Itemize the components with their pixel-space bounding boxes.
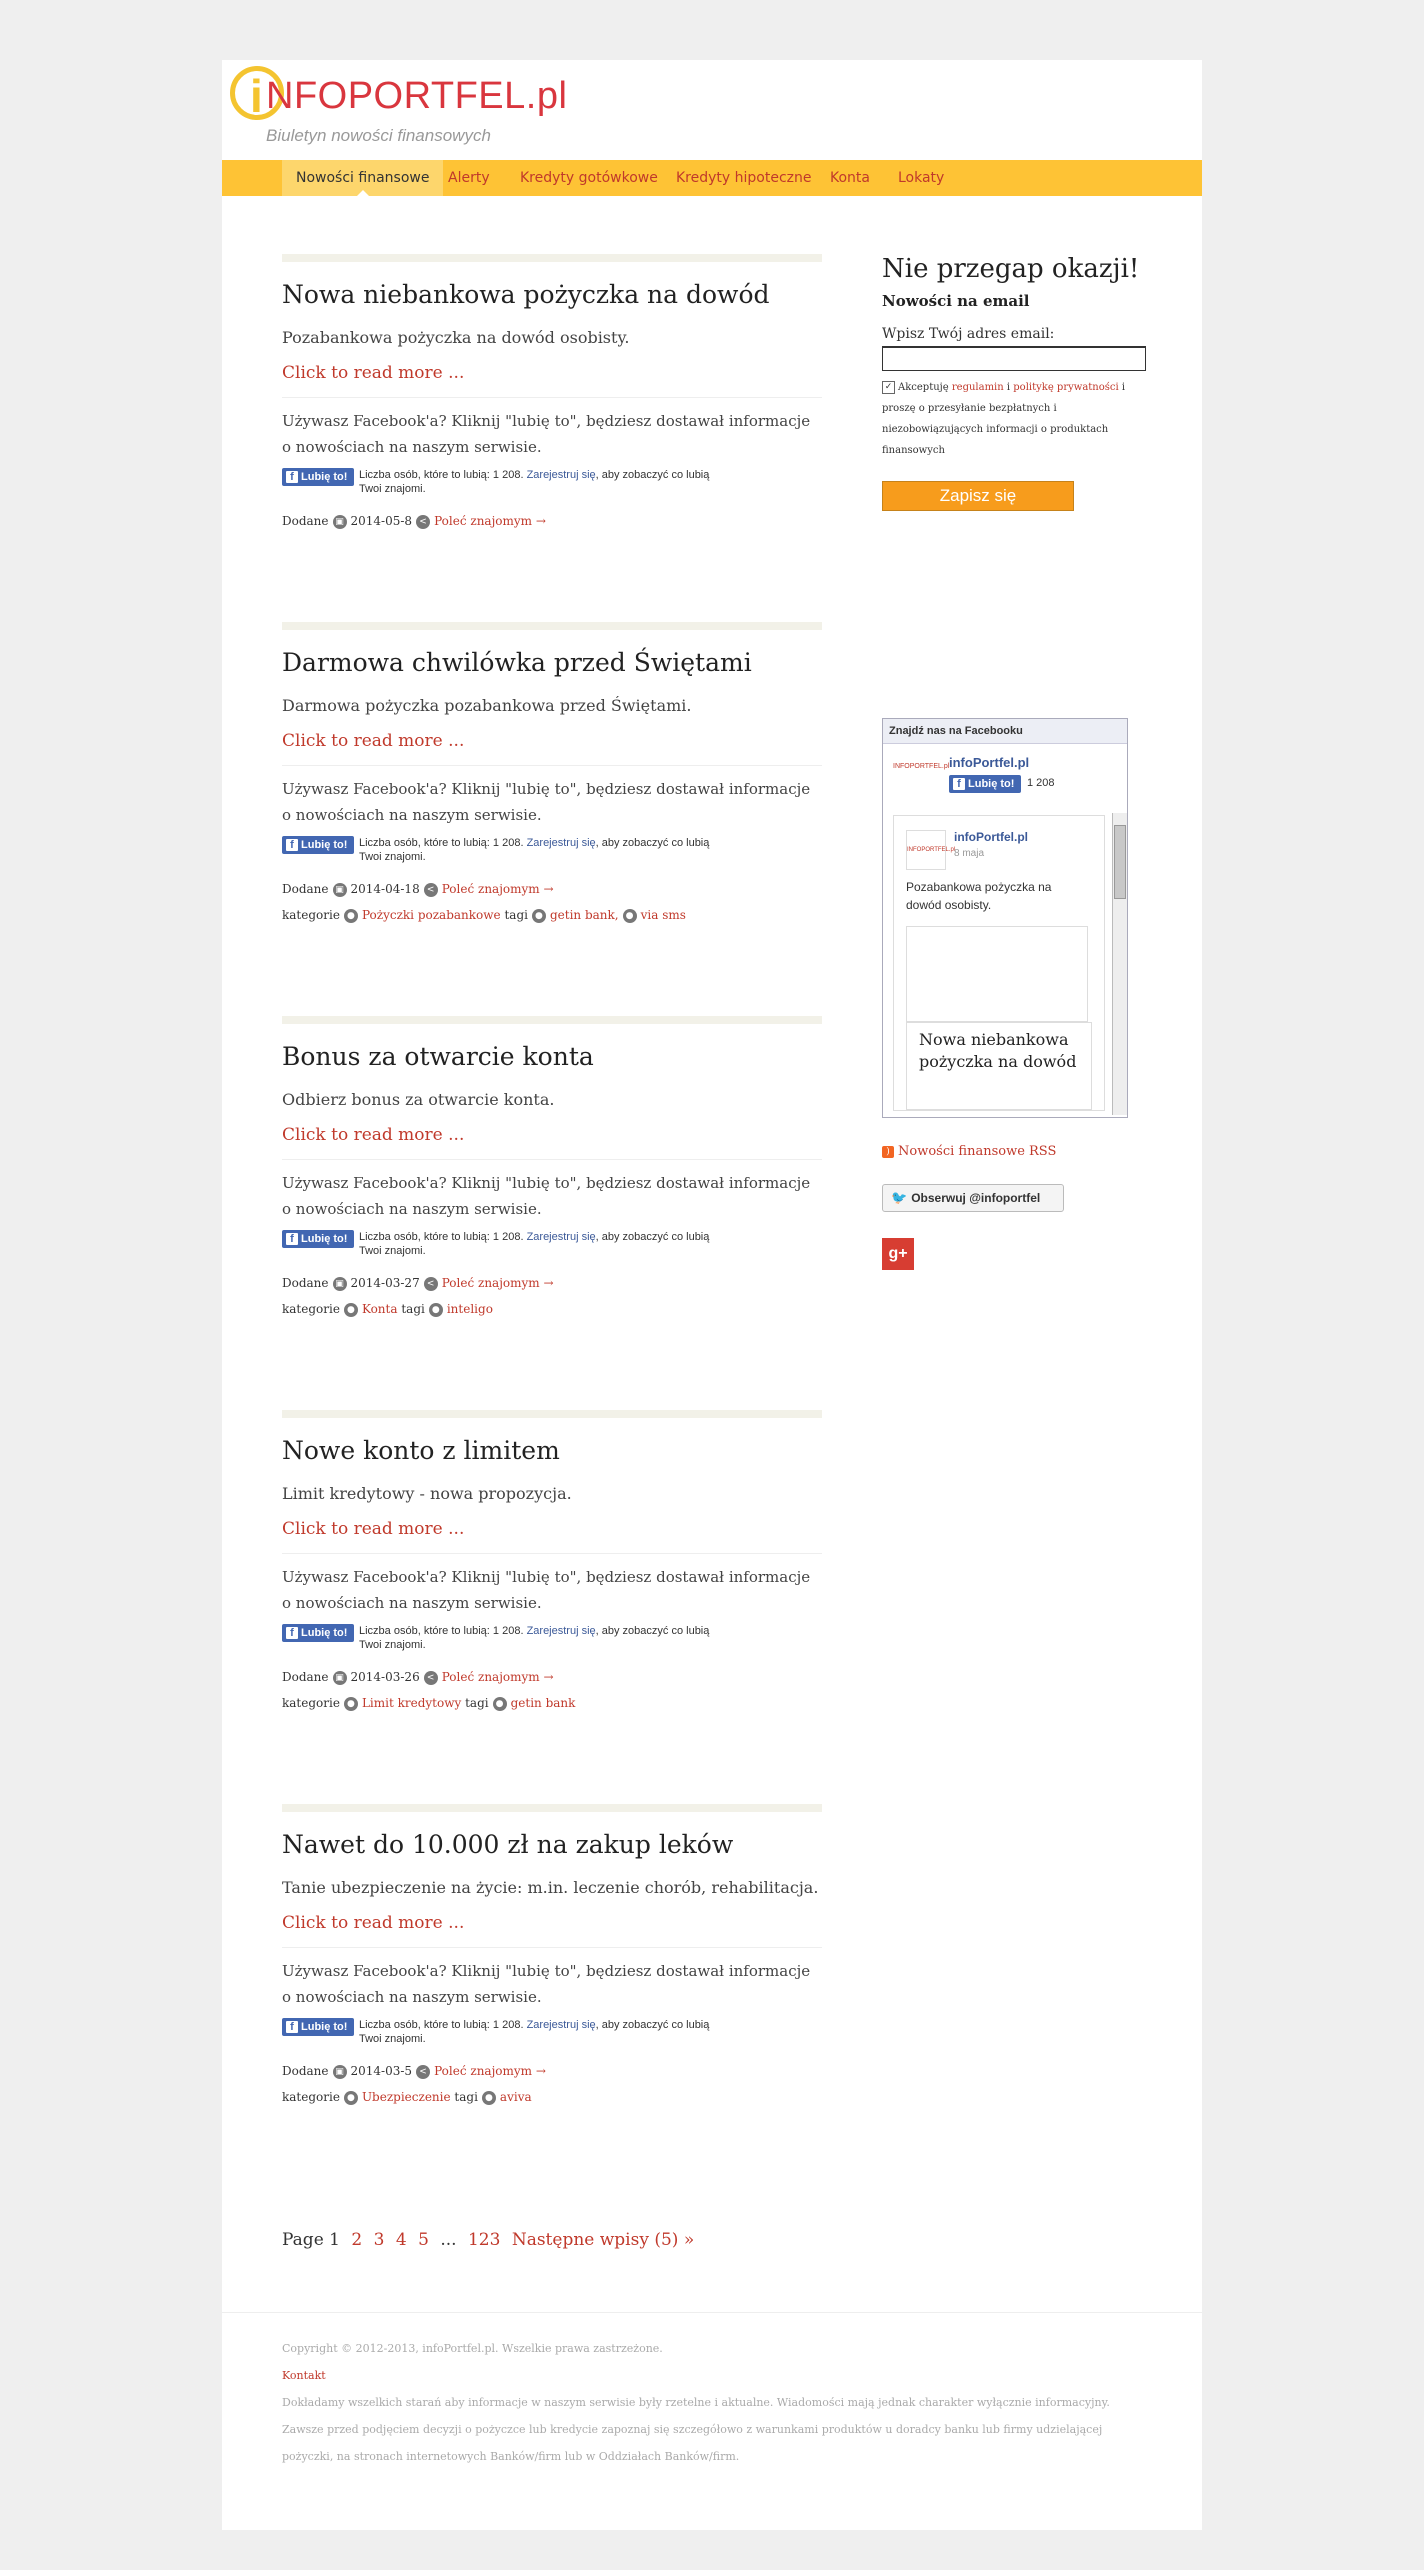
- post: [282, 1804, 822, 2106]
- fb-like-button[interactable]: [282, 836, 354, 854]
- fb-register-link[interactable]: Zarejestruj się: [526, 469, 596, 481]
- post-excerpt: Darmowa pożyczka pozabankowa przed Świętami.: [282, 696, 692, 715]
- nav-item-konta[interactable]: Konta: [830, 170, 870, 186]
- post-date: 2014-05-8: [350, 514, 413, 528]
- read-more-link[interactable]: Click to read more ...: [282, 363, 465, 383]
- separator: [282, 1553, 822, 1554]
- category-link[interactable]: Konta: [361, 1302, 398, 1316]
- fb-feed: [893, 815, 1105, 1111]
- nav-item-lokaty[interactable]: Lokaty: [898, 170, 945, 186]
- facebook-icon: f: [286, 839, 298, 851]
- fb-invite-text: Używasz Facebook'a? Kliknij "lubię to", będziesz dostawał informacje o nowościach na naszym serwisie.: [282, 412, 811, 456]
- rss-link[interactable]: [882, 1144, 1056, 1159]
- category-label: kategorie: [282, 908, 340, 922]
- recommend-link[interactable]: Poleć znajomym →: [441, 1670, 554, 1684]
- recommend-link[interactable]: Poleć znajomym →: [441, 882, 554, 896]
- post-meta: [282, 1668, 822, 1686]
- fb-page-like: [949, 775, 1055, 793]
- tags-label: tagi: [454, 2090, 478, 2104]
- post-meta: [282, 512, 822, 530]
- pagination-current: Page 1: [282, 2230, 340, 2250]
- read-more-link[interactable]: Click to read more ...: [282, 1125, 465, 1145]
- separator: [282, 1159, 822, 1160]
- logo-i: i: [250, 70, 263, 122]
- added-label: Dodane: [282, 1670, 329, 1684]
- post-meta: [282, 2062, 822, 2080]
- site-logo[interactable]: [230, 64, 568, 154]
- site-tagline: Biuletyn nowości finansowych: [266, 126, 491, 145]
- consent-prefix: Akceptuję: [898, 382, 949, 393]
- recommend-link[interactable]: Poleć znajomym →: [434, 514, 546, 528]
- category-label: kategorie: [282, 1696, 340, 1710]
- consent-text: i proszę o przesyłanie bezpłatnych i niezobowiązujących informacji o produktach finansowych: [882, 382, 1126, 456]
- fb-invite-text: Używasz Facebook'a? Kliknij "lubię to", będziesz dostawał informacje o nowościach na naszym serwisie.: [282, 780, 811, 824]
- consent: [882, 377, 1132, 461]
- fb-like-label: Lubię to!: [301, 2021, 348, 2033]
- fb-page-like-count: 1 208: [1027, 777, 1055, 789]
- read-more-link[interactable]: Click to read more ...: [282, 731, 465, 751]
- fb-like-label: Lubię to!: [301, 1627, 348, 1639]
- footer: [222, 2312, 1202, 2463]
- contact-link[interactable]: Kontakt: [282, 2369, 326, 2382]
- fb-count-tail: , aby zobaczyć co lubią Twoi znajomi.: [359, 1625, 710, 1651]
- tag-icon: ●: [344, 2091, 358, 2105]
- pagination: [282, 2230, 700, 2250]
- post-excerpt: Pozabankowa pożyczka na dowód osobisty.: [282, 328, 630, 347]
- terms-link[interactable]: regulamin: [951, 382, 1004, 393]
- calendar-icon: ▣: [333, 2065, 347, 2079]
- post-excerpt: Tanie ubezpieczenie na życie: m.in. leczenie chorób, rehabilitacja.: [282, 1878, 819, 1897]
- nav-item-kredyty-gotowkowe[interactable]: Kredyty gotówkowe: [520, 170, 658, 186]
- fb-page-box: [882, 718, 1128, 1118]
- category-link[interactable]: Limit kredytowy: [361, 1696, 462, 1710]
- pagination-ellipsis: ...: [440, 2230, 457, 2250]
- page-link[interactable]: 2: [351, 2230, 363, 2250]
- fb-register-link[interactable]: Zarejestruj się: [526, 1625, 596, 1637]
- email-label: Wpisz Twój adres email:: [882, 326, 1055, 342]
- read-more-link[interactable]: Click to read more ...: [282, 1519, 465, 1539]
- fb-feed-date[interactable]: 8 maja: [954, 848, 985, 859]
- fb-count-text: Liczba osób, które to lubią: 1 208.: [359, 469, 524, 481]
- post-meta: [282, 1274, 822, 1292]
- post-title[interactable]: Nawet do 10.000 zł na zakup leków: [282, 1830, 734, 1859]
- facebook-icon: f: [286, 2021, 298, 2033]
- nav-item-kredyty-hipoteczne[interactable]: Kredyty hipoteczne: [676, 170, 812, 186]
- fb-like-widget: [282, 468, 822, 498]
- tags-label: tagi: [504, 908, 528, 922]
- nav-item-alerty[interactable]: Alerty: [448, 170, 490, 186]
- google-plus-icon[interactable]: g+: [882, 1238, 914, 1270]
- fb-page-like-button[interactable]: [949, 775, 1021, 793]
- fb-like-widget: [282, 1624, 822, 1654]
- fb-like-label: Lubię to!: [301, 1233, 348, 1245]
- tag-icon: ●: [623, 909, 637, 923]
- post-date: 2014-03-26: [350, 1670, 420, 1684]
- fb-page-logo[interactable]: INFOPORTFEL.pl: [893, 763, 950, 770]
- share-icon: <: [424, 883, 438, 897]
- tag-link[interactable]: via sms: [640, 908, 686, 922]
- fb-like-label: Lubię to!: [301, 839, 348, 851]
- facebook-icon: f: [286, 1233, 298, 1245]
- post-excerpt: Odbierz bonus za otwarcie konta.: [282, 1090, 555, 1109]
- page: [222, 60, 1202, 2530]
- category-link[interactable]: Ubezpieczenie: [361, 2090, 451, 2104]
- fb-like-count: [359, 836, 719, 864]
- newsletter-subtitle: Nowości na email: [882, 292, 1030, 310]
- added-label: Dodane: [282, 2064, 329, 2078]
- share-icon: <: [424, 1671, 438, 1685]
- page-link-last[interactable]: 123: [467, 2230, 501, 2250]
- page-link[interactable]: 5: [418, 2230, 429, 2250]
- post: [282, 1410, 822, 1712]
- added-label: Dodane: [282, 1276, 329, 1290]
- fb-like-count: [359, 1624, 719, 1652]
- post-title[interactable]: Bonus za otwarcie konta: [282, 1042, 594, 1071]
- fb-page-name[interactable]: infoPortfel.pl: [949, 755, 1030, 770]
- email-field[interactable]: [882, 346, 1146, 371]
- post-taxonomy: [282, 906, 822, 924]
- separator: [282, 1947, 822, 1948]
- post-title[interactable]: Nowa niebankowa pożyczka na dowód: [282, 280, 770, 309]
- privacy-link[interactable]: politykę prywatności: [1013, 382, 1119, 393]
- separator: [282, 765, 822, 766]
- tag-icon: ●: [429, 1303, 443, 1317]
- tag-icon: ●: [344, 1697, 358, 1711]
- facebook-icon: f: [953, 778, 965, 790]
- fb-like-widget: [282, 2018, 822, 2048]
- fb-feed-avatar[interactable]: INFOPORTFEL.pl: [906, 830, 946, 870]
- fb-count-text: Liczba osób, które to lubią: 1 208.: [359, 2019, 524, 2031]
- fb-like-widget: [282, 836, 822, 866]
- footer-content: [282, 2335, 1142, 2470]
- fb-register-link[interactable]: Zarejestruj się: [526, 2019, 596, 2031]
- rss-icon: ): [882, 1146, 894, 1158]
- sidebar: [882, 254, 1162, 1262]
- fb-like-widget: [282, 1230, 822, 1260]
- read-more-link[interactable]: Click to read more ...: [282, 1913, 465, 1933]
- tag-icon: ●: [344, 1303, 358, 1317]
- post: [282, 254, 822, 530]
- added-label: Dodane: [282, 882, 329, 896]
- fb-feed-image[interactable]: [906, 926, 1088, 1022]
- category-link[interactable]: Pożyczki pozabankowe: [361, 908, 501, 922]
- post: [282, 1016, 822, 1318]
- post-divider-bar: [282, 1016, 822, 1024]
- fb-count-tail: , aby zobaczyć co lubią Twoi znajomi.: [359, 2019, 710, 2045]
- recommend-link[interactable]: Poleć znajomym →: [441, 1276, 554, 1290]
- post-date: 2014-04-18: [350, 882, 420, 896]
- share-icon: <: [416, 515, 430, 529]
- subscribe-button[interactable]: Zapisz się: [882, 481, 1074, 511]
- page-link[interactable]: 3: [373, 2230, 385, 2250]
- post-excerpt: Limit kredytowy - nowa propozycja.: [282, 1484, 572, 1503]
- fb-count-text: Liczba osób, które to lubią: 1 208.: [359, 1625, 524, 1637]
- post-date: 2014-03-5: [350, 2064, 413, 2078]
- fb-register-link[interactable]: Zarejestruj się: [526, 837, 596, 849]
- post-divider-bar: [282, 254, 822, 262]
- post-divider-bar: [282, 622, 822, 630]
- fb-like-button[interactable]: [282, 1624, 354, 1642]
- fb-count-tail: , aby zobaczyć co lubią Twoi znajomi.: [359, 469, 710, 495]
- fb-count-tail: , aby zobaczyć co lubią Twoi znajomi.: [359, 1231, 710, 1257]
- fb-like-count: [359, 2018, 719, 2046]
- twitter-follow-button[interactable]: [882, 1184, 1064, 1212]
- tag-link[interactable]: inteligo: [446, 1302, 493, 1316]
- copyright: Copyright © 2012-2013, infoPortfel.pl. Wszelkie prawa zastrzeżone.: [282, 2342, 663, 2355]
- main-nav: [222, 160, 1202, 196]
- fb-like-count: [359, 1230, 719, 1258]
- calendar-icon: ▣: [333, 883, 347, 897]
- tag-icon: ●: [344, 909, 358, 923]
- fb-feed-name[interactable]: infoPortfel.pl: [954, 830, 1028, 844]
- next-page-link[interactable]: Następne wpisy (5) »: [511, 2230, 695, 2250]
- fb-count-text: Liczba osób, które to lubią: 1 208.: [359, 837, 524, 849]
- fb-register-link[interactable]: Zarejestruj się: [526, 1231, 596, 1243]
- calendar-icon: ▣: [333, 1277, 347, 1291]
- calendar-icon: ▣: [333, 515, 347, 529]
- post: [282, 622, 822, 924]
- post-date: 2014-03-27: [350, 1276, 420, 1290]
- post-meta: [282, 880, 822, 898]
- post-taxonomy: [282, 1694, 822, 1712]
- share-icon: <: [416, 2065, 430, 2079]
- fb-box-heading: Znajdź nas na Facebooku: [883, 719, 1127, 744]
- added-label: Dodane: [282, 514, 329, 528]
- separator: [282, 397, 822, 398]
- tags-label: tagi: [401, 1302, 425, 1316]
- tags-label: tagi: [465, 1696, 489, 1710]
- tag-icon: ●: [493, 1697, 507, 1711]
- fb-invite-text: Używasz Facebook'a? Kliknij "lubię to", będziesz dostawał informacje o nowościach na naszym serwisie.: [282, 1174, 811, 1218]
- fb-count-tail: , aby zobaczyć co lubią Twoi znajomi.: [359, 837, 710, 863]
- tag-link[interactable]: getin bank: [510, 1696, 576, 1710]
- disclaimer: Dokładamy wszelkich starań aby informacje w naszym serwisie były rzetelne i aktualne. Wiadomości mają jednak charakter wyłącznie informacyjny. Zawsze przed podjęciem decyzji o pożyczce lub kredycie zapoznaj się szczegółowo z warunkami produktów u doradcy banku lub firmy udzielającej pożyczki, na stronach internetowych Banków/firm lub w Oddziałach Banków/firm.: [282, 2396, 1110, 2463]
- fb-feed-text: Pozabankowa pożyczka na dowód osobisty.: [906, 880, 1052, 912]
- tag-icon: ●: [482, 2091, 496, 2105]
- page-link[interactable]: 4: [395, 2230, 407, 2250]
- fb-like-button[interactable]: [282, 2018, 354, 2036]
- category-label: kategorie: [282, 2090, 340, 2104]
- calendar-icon: ▣: [333, 1671, 347, 1685]
- tag-link[interactable]: aviva: [499, 2090, 532, 2104]
- tag-icon: ●: [532, 909, 546, 923]
- rss-label: Nowości finansowe RSS: [898, 1144, 1057, 1159]
- scroll-thumb[interactable]: [1114, 825, 1126, 899]
- post-taxonomy: [282, 1300, 822, 1318]
- fb-like-count: [359, 468, 719, 496]
- category-label: kategorie: [282, 1302, 340, 1316]
- fb-like-label: Lubię to!: [301, 471, 348, 483]
- fb-count-text: Liczba osób, które to lubią: 1 208.: [359, 1231, 524, 1243]
- facebook-icon: f: [286, 1627, 298, 1639]
- post-divider-bar: [282, 1804, 822, 1812]
- fb-invite-text: Używasz Facebook'a? Kliknij "lubię to", będziesz dostawał informacje o nowościach na naszym serwisie.: [282, 1962, 811, 2006]
- post-title[interactable]: Darmowa chwilówka przed Świętami: [282, 648, 752, 677]
- share-icon: <: [424, 1277, 438, 1291]
- fb-page-like-label: Lubię to!: [968, 778, 1015, 790]
- consent-checkbox[interactable]: ✓: [882, 381, 895, 394]
- twitter-bird-icon: 🐦: [891, 1190, 908, 1205]
- newsletter-title: Nie przegap okazji!: [882, 254, 1140, 284]
- tag-link[interactable]: getin bank,: [549, 908, 619, 922]
- facebook-icon: f: [286, 471, 298, 483]
- post-divider-bar: [282, 1410, 822, 1418]
- fb-like-button[interactable]: [282, 1230, 354, 1248]
- twitter-label: Obserwuj @infoportfel: [911, 1191, 1041, 1205]
- fb-feed-card-title[interactable]: Nowa niebankowa pożyczka na dowód: [906, 1022, 1092, 1110]
- logo-text: NFOPORTFEL.pl: [266, 75, 568, 117]
- fb-like-button[interactable]: [282, 468, 354, 486]
- fb-scrollbar[interactable]: [1112, 813, 1127, 1115]
- post-title[interactable]: Nowe konto z limitem: [282, 1436, 560, 1465]
- post-taxonomy: [282, 2088, 822, 2106]
- nav-item-nowosci[interactable]: Nowości finansowe: [282, 160, 443, 196]
- fb-invite-text: Używasz Facebook'a? Kliknij "lubię to", będziesz dostawał informacje o nowościach na naszym serwisie.: [282, 1568, 811, 1612]
- recommend-link[interactable]: Poleć znajomym →: [434, 2064, 546, 2078]
- consent-and: i: [1006, 382, 1011, 393]
